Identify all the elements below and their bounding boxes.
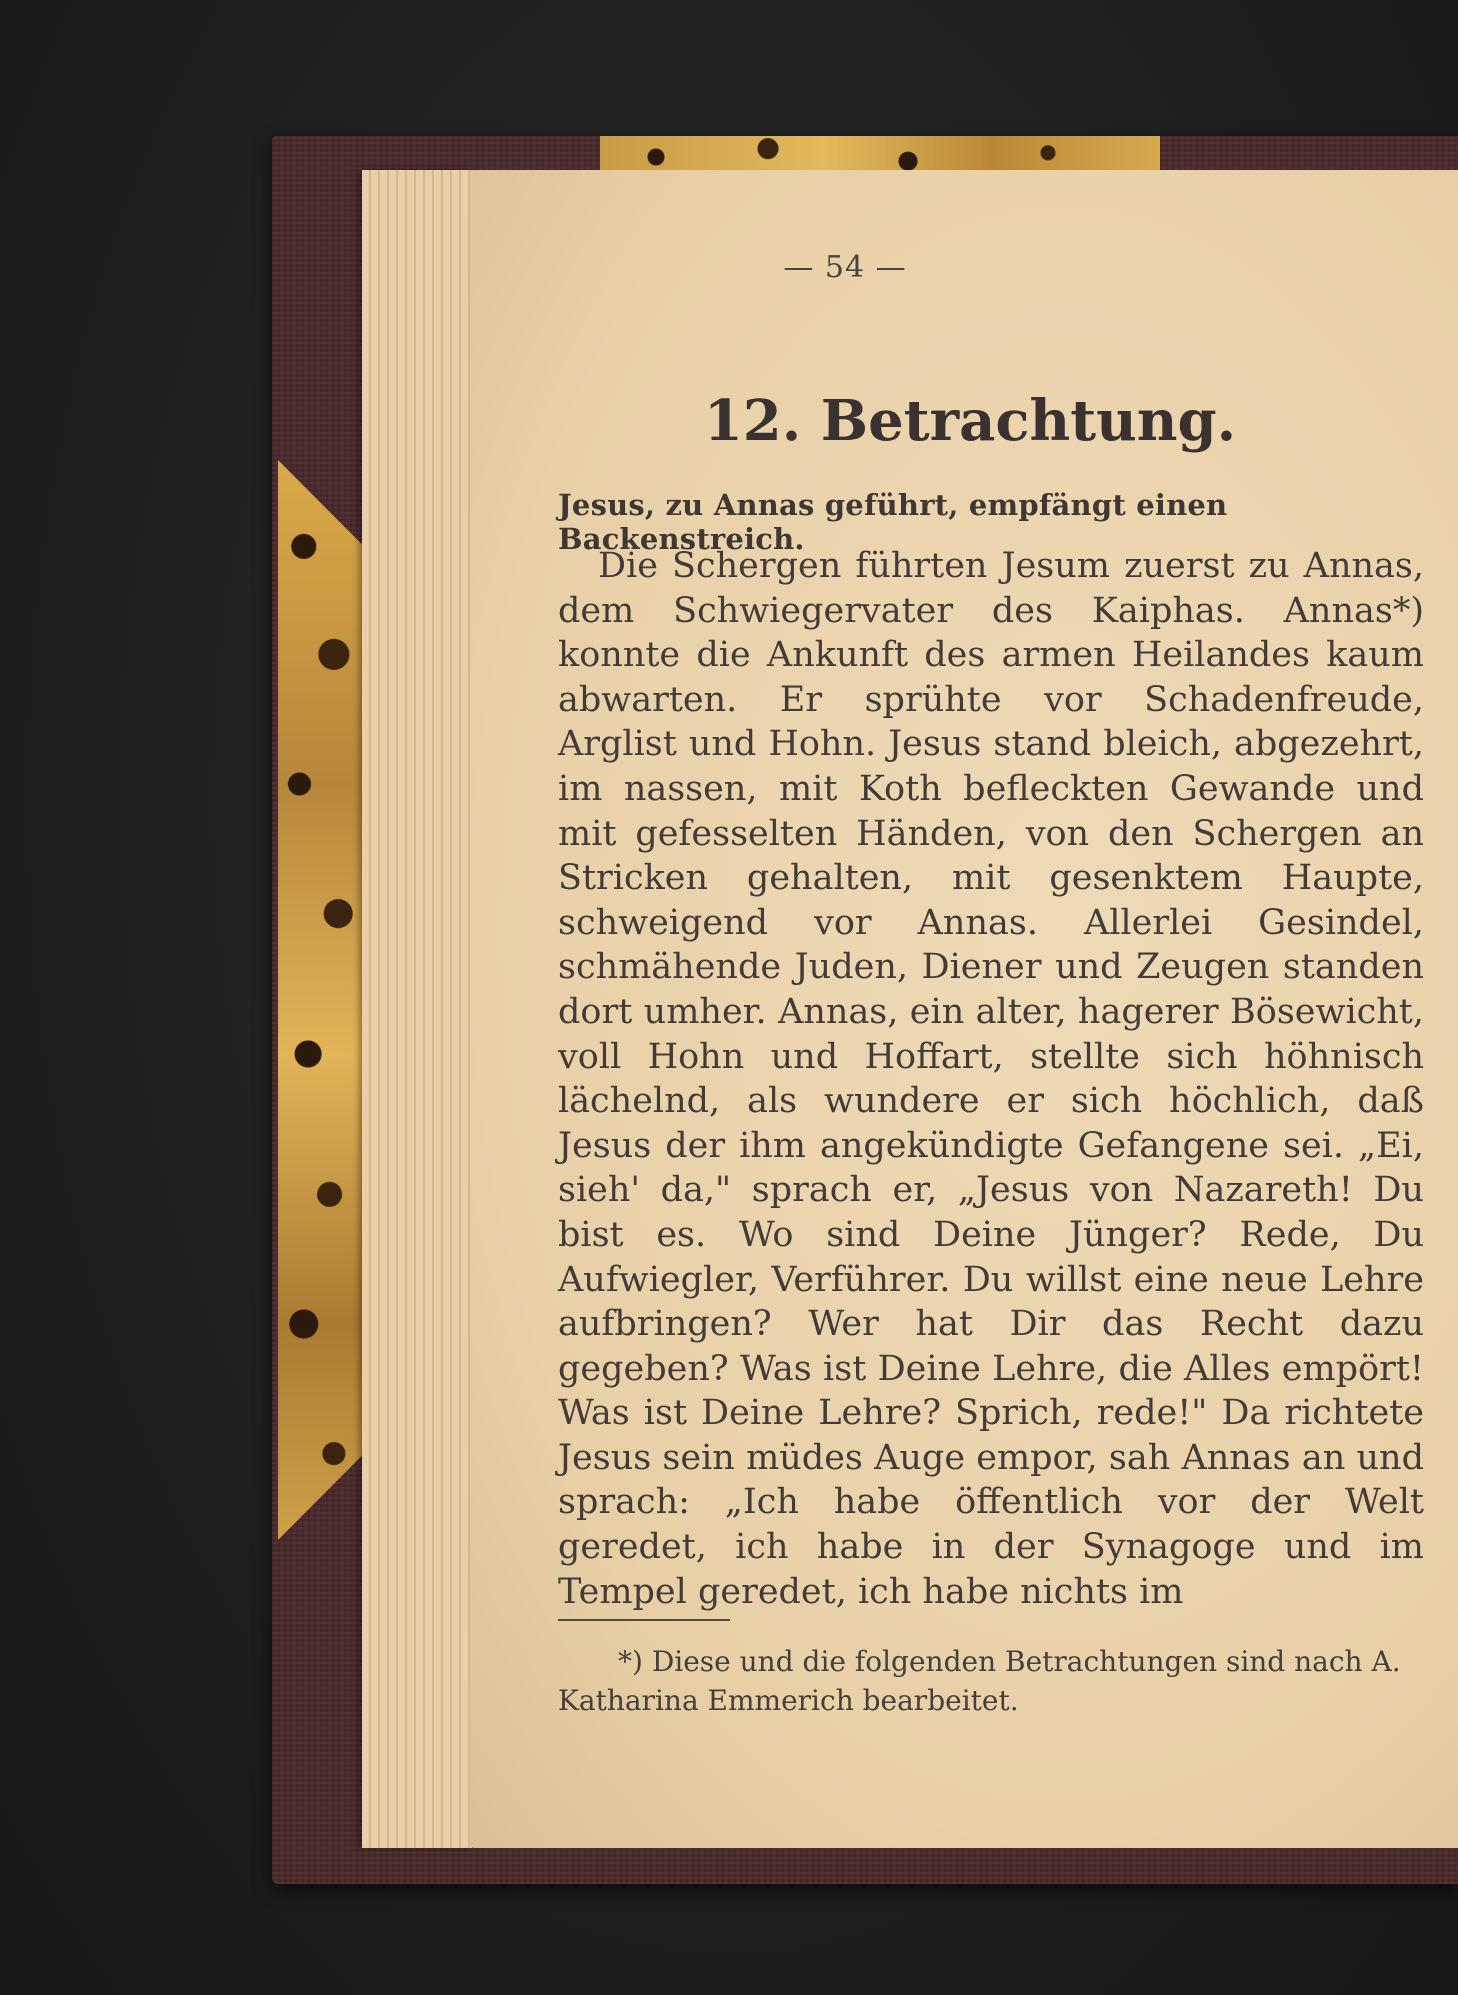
body-text: Die Schergen führten Jesum zuerst zu Annas, dem Schwiegervater des Kaiphas. Annas*) konnte die Ankunft des armen Heilandes kaum abwarten. Er sprühte vor Schadenfreude, Arglist und Hohn. Jesus stand bleich, abgezehrt, im nassen, mit Koth befleckten Gewande und mit gefesselten Händen, von den Schergen an Stricken gehalten, mit gesenktem Haupte, schweigend vor Annas. Allerlei Gesindel, schmähende Juden, Diener und Zeugen standen dort umher. Annas, ein alter, hagerer Bösewicht, voll Hohn und Hoffart, stellte sich höhnisch lächelnd, als wundere er sich höchlich, daß Jesus der ihm angekündigte Gefangene sei. „Ei, sieh' da," sprach er, „Jesus von Nazareth! Du bist es. Wo sind Deine Jünger? Rede, Du Aufwiegler, Verführer. Du willst eine neue Lehre aufbringen? Wer hat Dir das Recht dazu gegeben? Was ist Deine Lehre, die Alles empört! Was ist Deine Lehre? Sprich, rede!" Da richtete Jesus sein müdes Auge empor, sah Annas an und sprach: „Ich habe öffentlich vor der Welt geredet, ich habe in der Synagoge und im Tempel geredet, ich habe nichts im: [558, 546, 1424, 1612]
chapter-title: 12. Betrachtung.: [703, 388, 1237, 454]
book-page: [470, 170, 1458, 1848]
marbled-endpaper-side: [278, 460, 364, 1540]
page-edges: [362, 170, 472, 1848]
footnote-divider: [558, 1619, 730, 1621]
page-number: — 54 —: [783, 250, 907, 285]
footnote: *) Diese und die folgenden Betrachtungen sind nach A. Katharina Emmerich bearbeitet.: [558, 1645, 1401, 1717]
chapter-subtitle: Jesus, zu Annas geführt, empfängt einen Backenstreich.: [558, 488, 1228, 556]
